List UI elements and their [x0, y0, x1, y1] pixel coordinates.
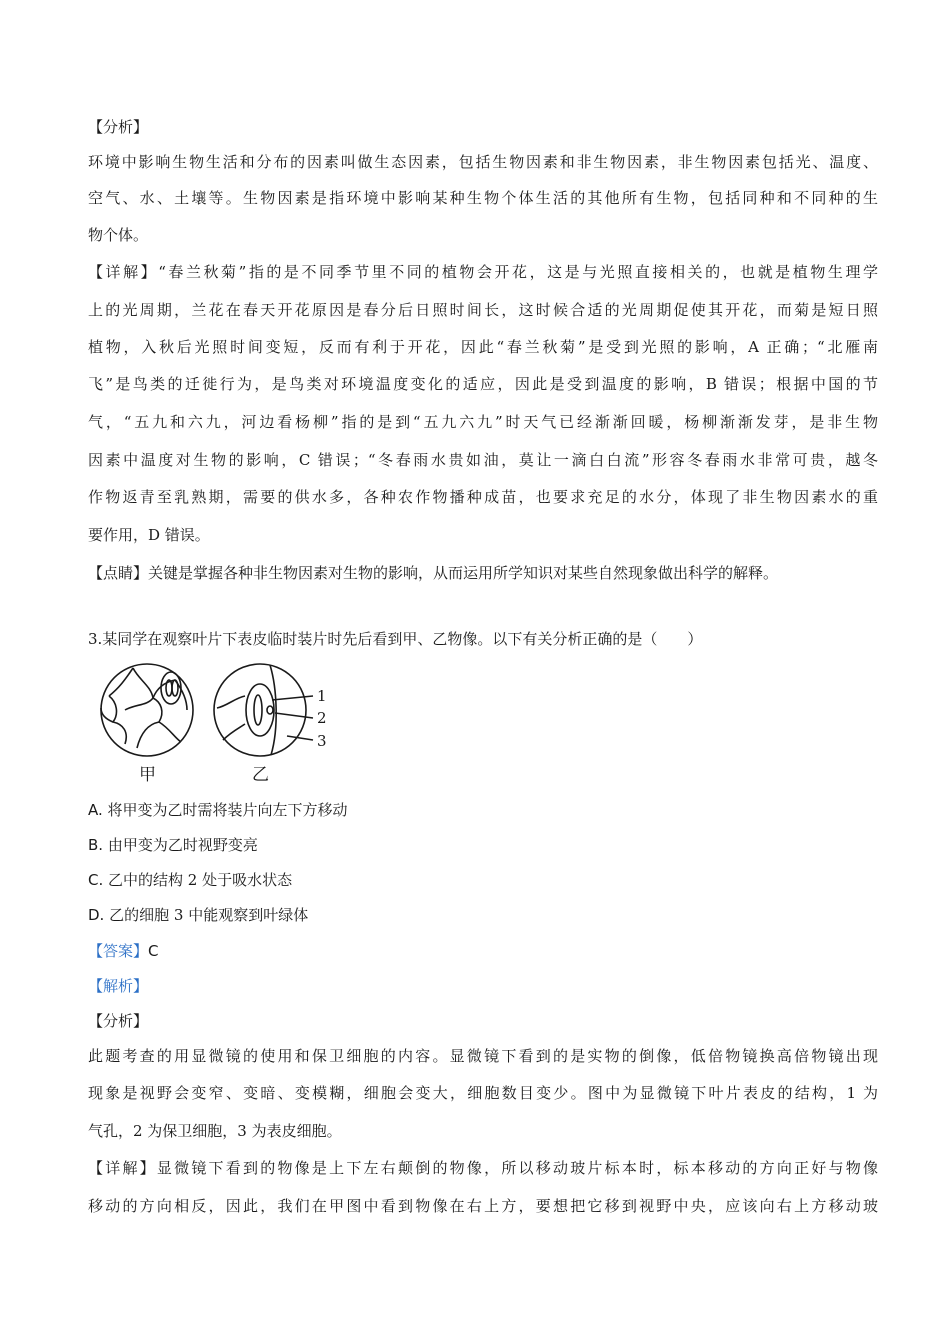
microscope-figure: [95, 658, 335, 788]
option-text: 乙的细胞 3 中能观察到叶绿体: [109, 906, 309, 924]
figure-marker-2: 2: [317, 709, 327, 727]
option-a: [88, 800, 878, 820]
figure-label-jia: 甲: [139, 765, 156, 785]
analysis-text-line: 此题考查的用显微镜的使用和保卫细胞的内容。显微镜下看到的是实物的倒像，低倍物镜换高倍物镜出现: [88, 1047, 878, 1065]
detail-text-line: 上的光周期，兰花在春天开花原因是春分后日照时间长，这时候合适的光周期促使其开花，而菊是短日照: [88, 301, 878, 319]
detail-text-line: 【详解】显微镜下看到的物像是上下左右颠倒的物像，所以移动玻片标本时，标本移动的方向正好与物像: [88, 1159, 878, 1177]
detail-text-line: 作物返青至乳熟期，需要的供水多，各种农作物播种成苗，也要求充足的水分，体现了非生物因素水的重: [88, 488, 878, 506]
answer-value: C: [148, 942, 159, 960]
option-d: [88, 905, 878, 925]
analysis-text-line: 空气、水、土壤等。生物因素是指环境中影响某种生物个体生活的其他所有生物，包括同种和不同种的生: [88, 189, 878, 207]
analysis-text-line: 环境中影响生物生活和分布的因素叫做生态因素，包括生物因素和非生物因素，非生物因素包括光、温度、: [88, 153, 878, 171]
analysis-text-line: 现象是视野会变窄、变暗、变模糊，细胞会变大，细胞数目变少。图中为显微镜下叶片表皮的结构，1 为: [88, 1084, 878, 1102]
option-letter: A.: [88, 801, 103, 819]
answer-line: [88, 941, 878, 961]
detail-text-line: 移动的方向相反，因此，我们在甲图中看到物像在右上方，要想把它移到视野中央，应该向右上方移动玻: [88, 1197, 878, 1215]
option-letter: B.: [88, 836, 104, 854]
figure-label-yi: 乙: [252, 765, 269, 785]
option-text: 乙中的结构 2 处于吸水状态: [108, 871, 293, 889]
figure-marker-1: 1: [317, 687, 327, 705]
option-letter: D.: [88, 906, 105, 924]
analysis-text-line: 物个体。: [88, 226, 149, 244]
analysis-heading: 【分析】: [88, 1012, 149, 1030]
option-text: 由甲变为乙时视野变亮: [107, 836, 258, 854]
view-jia-diagram: [101, 664, 193, 756]
explanation-tag: 【解析】: [88, 977, 149, 995]
option-b: [88, 835, 878, 855]
figure-marker-3: 3: [317, 732, 327, 750]
detail-text-line: 气，“五九和六九，河边看杨柳”指的是到“五九六九”时天气已经渐渐回暖，杨柳渐渐发芽，是非生物: [88, 413, 878, 431]
analysis-heading: 【分析】: [88, 118, 149, 136]
detail-text-line: 植物，入秋后光照时间变短，反而有利于开花，因此“春兰秋菊”是受到光照的影响，A 正确；“北雁南: [88, 338, 878, 356]
option-text: 将甲变为乙时需将装片向左下方移动: [107, 801, 348, 819]
detail-text-line: 要作用，D 错误。: [88, 526, 210, 544]
view-yi-diagram: [214, 664, 313, 756]
option-letter: C.: [88, 871, 104, 889]
detail-text-line: 因素中温度对生物的影响，C 错误；“冬春雨水贵如油，莫让一滴白白流”形容冬春雨水非常可贵，越冬: [88, 451, 878, 469]
analysis-text-line: 气孔，2 为保卫细胞，3 为表皮细胞。: [88, 1122, 342, 1140]
detail-text-line: 【详解】“春兰秋菊”指的是不同季节里不同的植物会开花，这是与光照直接相关的，也就是植物生理学: [88, 263, 878, 281]
comment-text: 【点睛】关键是掌握各种非生物因素对生物的影响，从而运用所学知识对某些自然现象做出科学的解释。: [88, 564, 779, 582]
detail-text-line: 飞”是鸟类的迁徙行为，是鸟类对环境温度变化的适应，因此是受到温度的影响，B 错误；根据中国的节: [88, 375, 878, 393]
answer-tag: 【答案】: [88, 942, 149, 960]
option-c: [88, 870, 878, 890]
question-stem: 3.某同学在观察叶片下表皮临时装片时先后看到甲、乙物像。以下有关分析正确的是（ ）: [88, 630, 703, 648]
